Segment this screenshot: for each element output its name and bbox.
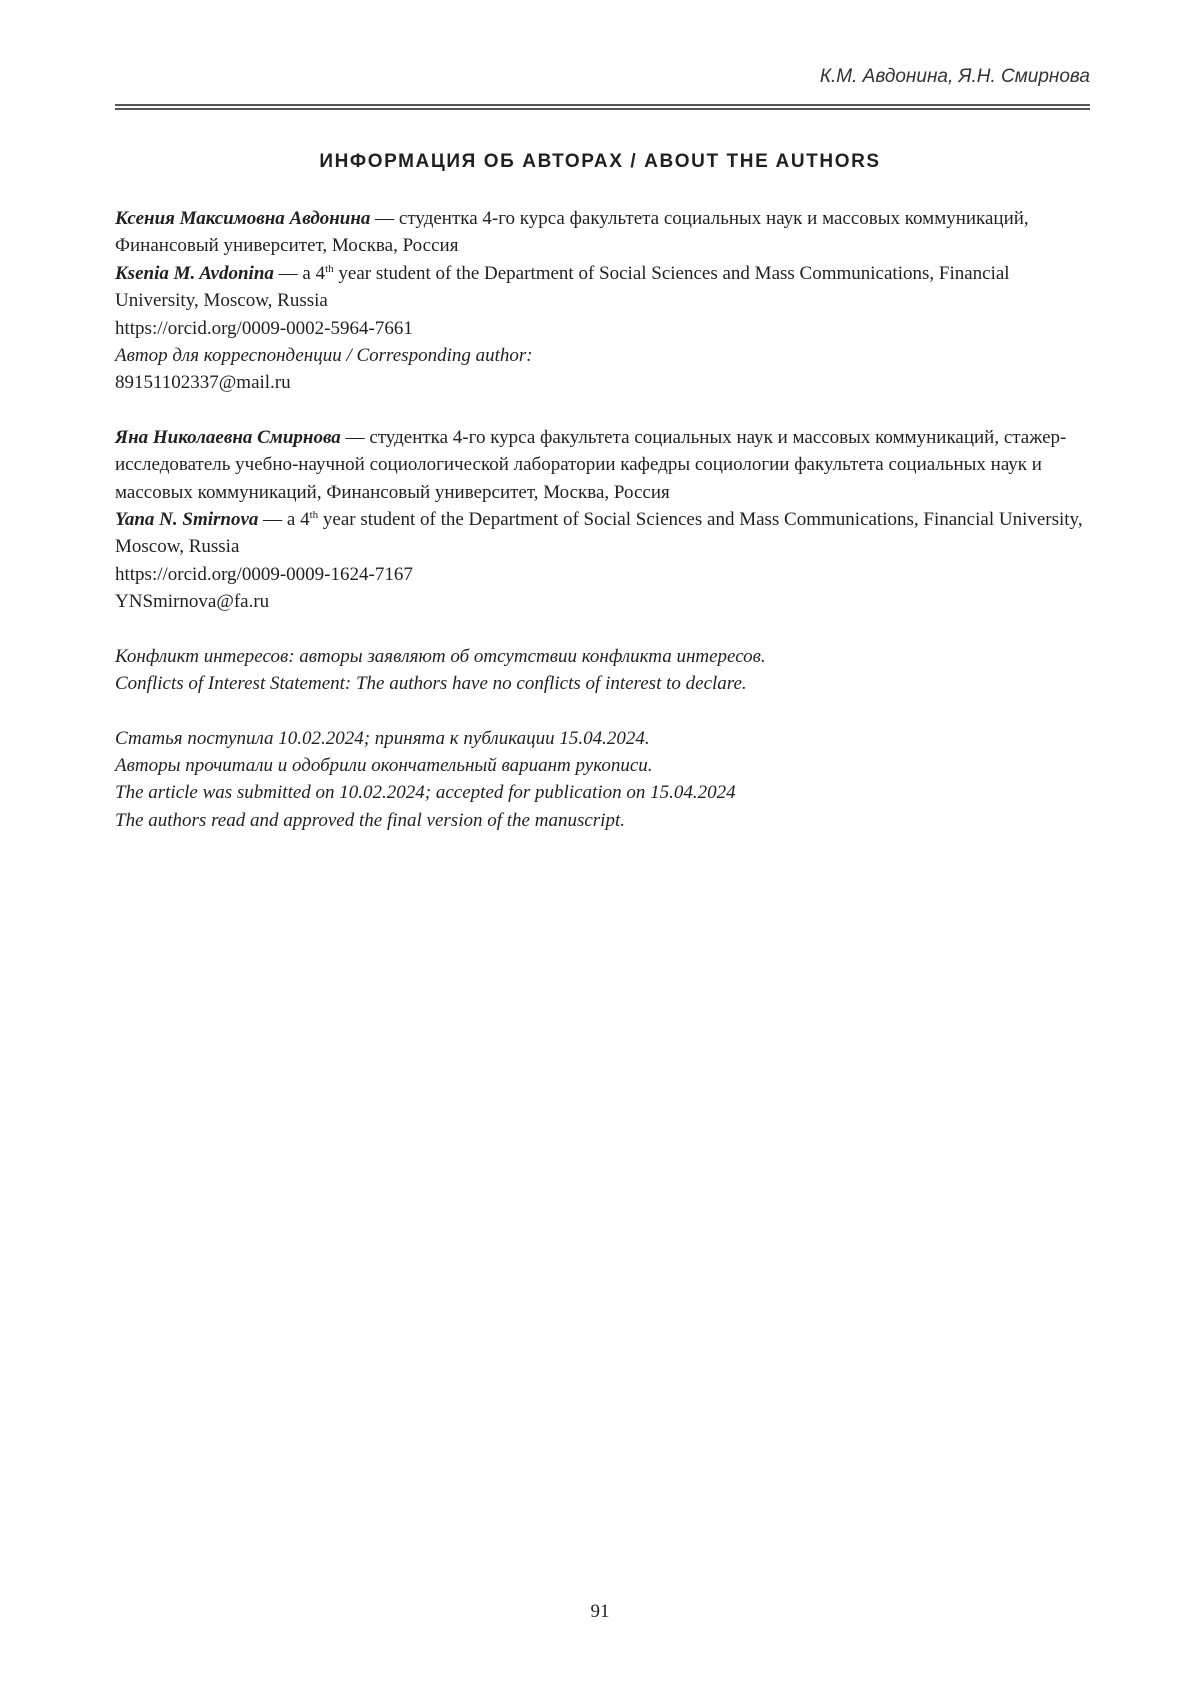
author-1-name-en: Ksenia M. Avdonina (115, 262, 274, 284)
author-1-email[interactable]: 89151102337@mail.ru (115, 372, 291, 394)
author-1-ordinal-suffix: th (325, 262, 334, 275)
article-dates (115, 725, 1097, 835)
author-1-bio-ru (115, 205, 1097, 260)
author-2-bio-en (115, 506, 1097, 561)
approval-en: The authors read and approved the final version of the manuscript. (115, 809, 625, 831)
conflicts-en: Conflicts of Interest Statement: The authors have no conflicts of interest to declare. (115, 673, 747, 695)
author-2-bio-en-text: year student of the Department of Social Sciences and Mass Communications, Financial University, Moscow, Russia (115, 509, 1083, 558)
corresponding-author-label: Автор для корреспонденции / Corresponding author: (115, 345, 533, 367)
section-title: ИНФОРМАЦИЯ ОБ АВТОРАХ / ABOUT THE AUTHORS (319, 151, 881, 172)
dates-ru: Статья поступила 10.02.2024; принята к публикации 15.04.2024. (115, 727, 650, 749)
author-1-bio-en-prefix: — a 4 (273, 262, 326, 284)
author-1-bio-en (115, 260, 1097, 315)
author-2-bio-ru (115, 424, 1097, 506)
author-2-email[interactable]: YNSmirnova@fa.ru (115, 591, 270, 613)
conflicts-statement (115, 643, 1097, 698)
author-2-name-en: Yana N. Smirnova (115, 509, 259, 531)
author-2-bio-ru-text: — студентка 4-го курса факультета социальных наук и массовых коммуникаций, стажер-исследователь учебно-научной социологической лаборатории кафедры социологии факультета социальных наук и массовых коммуникаций, Финансовый университет, Москва, Россия (115, 426, 1067, 503)
author-2-bio-en-prefix: — a 4 (258, 509, 310, 531)
conflicts-ru: Конфликт интересов: авторы заявляют об отсутствии конфликта интересов. (115, 645, 766, 667)
header-rule-top (115, 104, 1090, 106)
author-2-orcid[interactable]: https://orcid.org/0009-0009-1624-7167 (115, 563, 413, 585)
author-1-orcid[interactable]: https://orcid.org/0009-0002-5964-7661 (115, 317, 413, 339)
author-1-name-ru: Ксения Максимовна Авдонина (115, 208, 371, 229)
spacer (115, 698, 1097, 725)
dates-en: The article was submitted on 10.02.2024; accepted for publication on 15.04.2024 (115, 782, 736, 804)
author-2-ordinal-suffix: th (309, 509, 319, 522)
running-head: К.М. Авдонина, Я.Н. Смирнова (819, 66, 1090, 87)
page-number: 91 (590, 1601, 610, 1622)
author-2-name-ru: Яна Николаевна Смирнова (115, 426, 341, 448)
author-1-bio-ru-text: — студентка 4-го курса факультета социальных наук и массовых коммуникаций, Финансовый университет, Москва, Россия (115, 208, 1029, 257)
header-rule-bottom (115, 108, 1090, 110)
spacer (115, 397, 1097, 424)
spacer (115, 616, 1097, 643)
author-block-2 (115, 424, 1097, 616)
approval-ru: Авторы прочитали и одобрили окончательный вариант рукописи. (115, 754, 653, 776)
authors-info (115, 205, 1097, 834)
author-block-1 (115, 205, 1097, 397)
author-1-bio-en-text: year student of the Department of Social Sciences and Mass Communications, Financial University, Moscow, Russia (115, 262, 1010, 312)
